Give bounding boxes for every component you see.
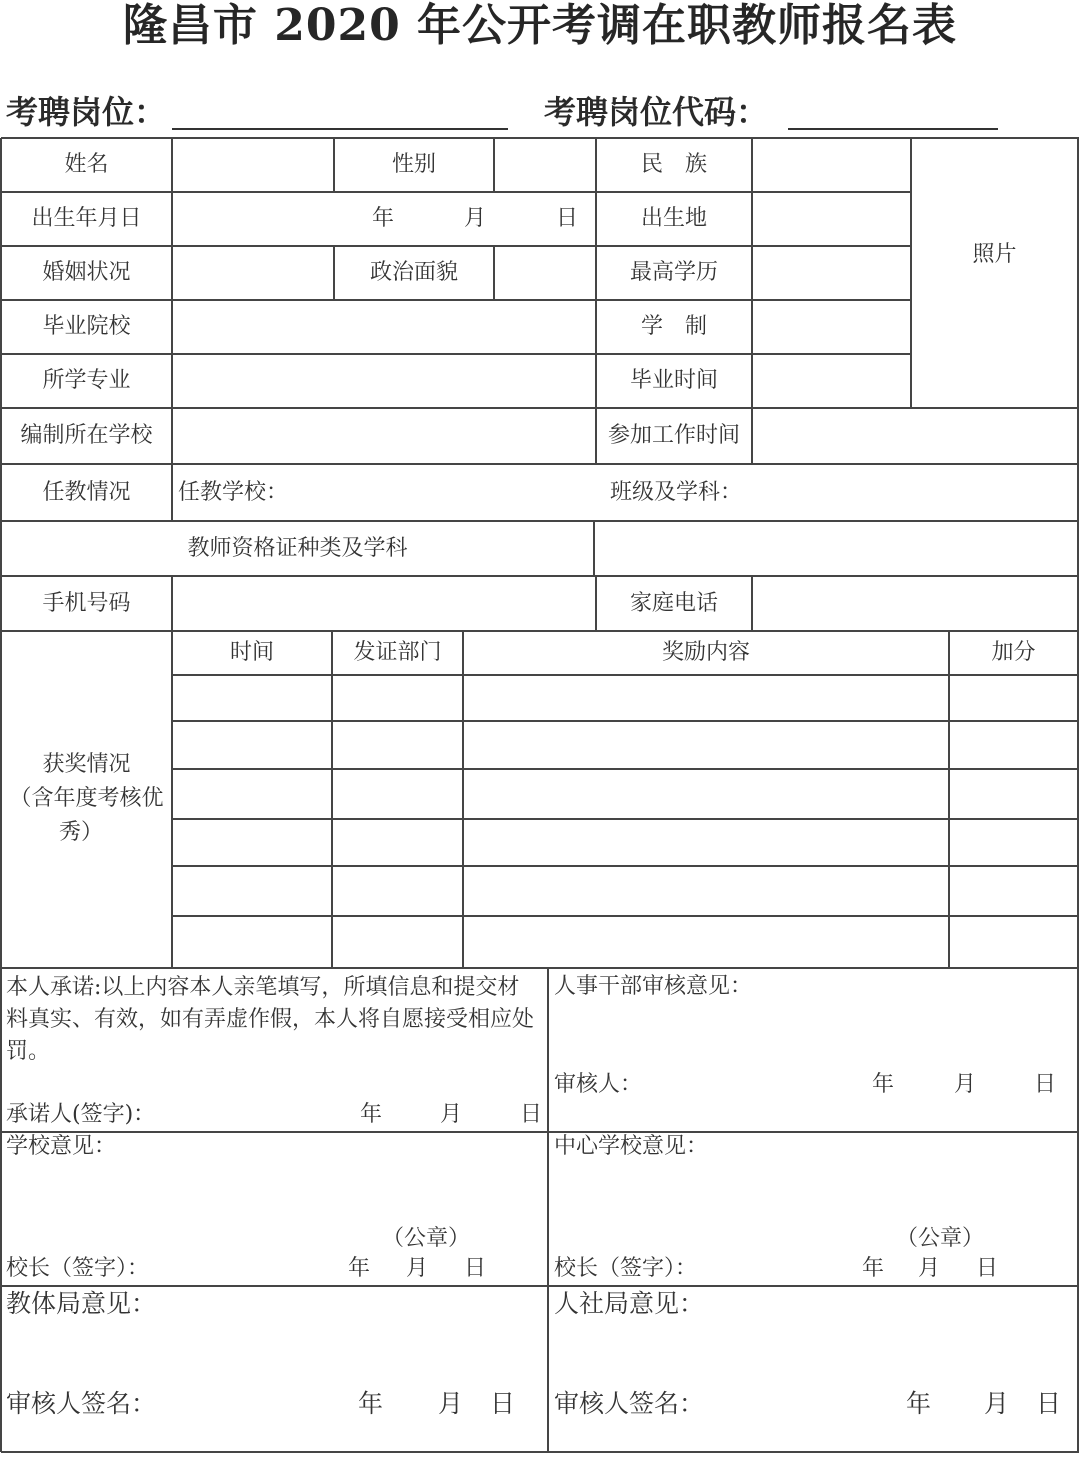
pledge-month: 月: [440, 1102, 463, 1127]
political-status-label: 政治面貌: [369, 260, 458, 285]
center-day: 日: [976, 1256, 999, 1281]
edu-year: 年: [358, 1389, 384, 1418]
teaching-label: 任教情况: [42, 480, 131, 505]
pledge-text: 本人承诺:以上内容本人亲笔填写，所填信息和提交材料真实、有效，如有弄虚作假，本人将自愿接受相应处罚。: [6, 975, 535, 1064]
gender-label: 性别: [391, 152, 436, 177]
hr-month: 月: [954, 1072, 977, 1097]
name-label: 姓名: [64, 152, 109, 177]
birth-month-label: 月: [464, 206, 487, 231]
awards-col-issuer: 发证部门: [353, 640, 442, 665]
pledge-signer-label: 承诺人(签字)：: [6, 1102, 156, 1127]
awards-col-points: 加分: [991, 640, 1036, 665]
education-bureau-opinion-label: 教体局意见：: [6, 1289, 157, 1318]
major-label: 所学专业: [42, 368, 131, 393]
photo-label: 照片: [972, 242, 1017, 267]
work-start-label: 参加工作时间: [607, 423, 740, 448]
center-month: 月: [918, 1256, 941, 1281]
school-opinion-label: 学校意见：: [6, 1134, 117, 1159]
school-principal-sign-label: 校长（签字）：: [6, 1256, 150, 1281]
hr-reviewer-label: 审核人：: [554, 1072, 643, 1097]
hrss-year: 年: [906, 1389, 932, 1418]
hr-day: 日: [1034, 1072, 1057, 1097]
mobile-label: 手机号码: [42, 591, 131, 616]
school-day: 日: [464, 1256, 487, 1281]
home-phone-label: 家庭电话: [629, 591, 718, 616]
hrss-reviewer-sign-label: 审核人签名：: [554, 1389, 705, 1418]
ethnicity-label: 民 族: [640, 152, 707, 177]
hr-review-label: 人事干部审核意见：: [554, 974, 753, 999]
position-code-label: 考聘岗位代码：: [544, 93, 769, 131]
birthplace-label: 出生地: [640, 206, 707, 231]
edu-month: 月: [438, 1389, 464, 1418]
graduate-school-label: 毕业院校: [42, 314, 131, 339]
awards-col-time: 时间: [229, 640, 274, 665]
hrss-month: 月: [984, 1389, 1010, 1418]
assigned-school-label: 编制所在学校: [20, 423, 153, 448]
edu-day: 日: [490, 1389, 516, 1418]
hr-year: 年: [872, 1072, 895, 1097]
center-year: 年: [862, 1256, 885, 1281]
center-principal-sign-label: 校长（签字）：: [554, 1256, 698, 1281]
graduation-time-label: 毕业时间: [629, 368, 718, 393]
center-school-opinion-label: 中心学校意见：: [554, 1134, 709, 1159]
school-year: 年: [348, 1256, 371, 1281]
birth-year-label: 年: [372, 206, 395, 231]
pledge-year: 年: [360, 1102, 383, 1127]
schooling-years-label: 学 制: [640, 314, 707, 339]
position-label: 考聘岗位：: [6, 93, 167, 131]
pledge-day: 日: [520, 1102, 543, 1127]
form-title: 隆昌市 2020 年公开考调在职教师报名表: [122, 0, 958, 51]
education-label: 最高学历: [629, 260, 718, 285]
teacher-certificate-label: 教师资格证种类及学科: [187, 536, 408, 561]
birthdate-label: 出生年月日: [31, 206, 142, 231]
birth-day-label: 日: [556, 206, 579, 231]
hrss-day: 日: [1036, 1389, 1062, 1418]
school-month: 月: [406, 1256, 429, 1281]
center-seal-label: （公章）: [896, 1226, 985, 1251]
marital-status-label: 婚姻状况: [42, 260, 131, 285]
awards-label-line-2: （含年度考核优: [9, 786, 164, 811]
teaching-school-label: 任教学校：: [178, 480, 289, 505]
school-seal-label: （公章）: [382, 1226, 471, 1251]
edu-reviewer-sign-label: 审核人签名：: [6, 1389, 157, 1418]
awards-col-content: 奖励内容: [661, 640, 750, 665]
awards-label-line-1: 获奖情况: [42, 752, 131, 777]
class-subject-label: 班级及学科：: [610, 480, 743, 505]
hrss-bureau-opinion-label: 人社局意见：: [554, 1289, 705, 1318]
awards-label-line-3: 秀）: [58, 820, 103, 845]
